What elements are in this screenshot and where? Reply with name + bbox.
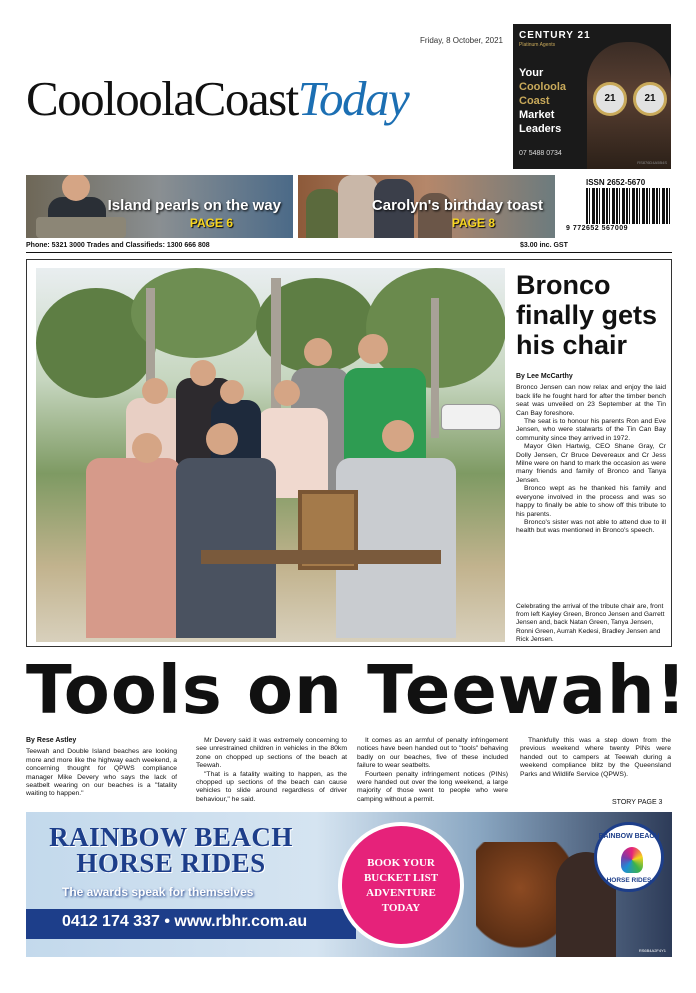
person-head	[132, 433, 162, 463]
story-column-2	[196, 737, 347, 804]
person-head	[382, 420, 414, 452]
person-head	[358, 334, 388, 364]
story-column-1	[26, 737, 177, 799]
lead-byline: By Lee McCarthy	[516, 373, 573, 380]
story-paragraph: It comes as an armful of penalty infringement notices have been handed out to "tools" behaving badly on our beaches, five of these included failure to wear seatbelts.	[357, 737, 508, 770]
c21-tag-1: Your	[519, 67, 544, 79]
timber-bench	[201, 550, 441, 564]
masthead-coast: CooloolaCoast	[26, 71, 298, 126]
person-head	[206, 423, 238, 455]
story-paragraph: Thankfully this was a step down from the previous weekend where twenty PINs were handed out to campers at Teewah during a weekend compliance blitz by the Queensland Parks and Wildlife Service (QPWS).	[520, 737, 671, 778]
story-paragraph: Fourteen penalty infringement notices (PINs) were handed out over the long weekend, a large majority of those went to people who were camping without a permit.	[357, 770, 508, 803]
issn-barcode	[566, 178, 671, 238]
issue-date: Friday, 8 October, 2021	[420, 36, 504, 45]
book-now-badge[interactable]	[338, 822, 464, 948]
story-column-4	[520, 737, 671, 779]
c21-phone: 07 5488 0734	[519, 150, 562, 157]
logo-bottom-text: HORSE RIDES	[606, 877, 652, 884]
badge-line3: ADVENTURE	[366, 887, 436, 899]
sunglasses-lens-right: 21	[633, 82, 667, 116]
main-headline: Tools on Teewah!	[26, 651, 688, 729]
lead-story-photo	[36, 268, 505, 642]
c21-ref: RS876D4A5B4S	[637, 160, 667, 165]
rainbow-horse-icon	[621, 847, 643, 873]
lead-paragraph: The seat is to honour his parents Ron and Eve Jensen, who were stalwarts of the Tin Can Bay community since they arrived in 1972.	[516, 418, 666, 442]
promo-page: PAGE 6	[189, 216, 233, 230]
story-paragraph: Mr Devery said it was extremely concerning to see unrestrained children in vehicles in the 80km zone on chopped up sections of the beach at Teewah.	[196, 737, 347, 770]
sunglasses-lens-left: 21	[593, 82, 627, 116]
c21-brand: CENTURY 21	[519, 30, 591, 41]
promo-person	[306, 189, 342, 238]
person-head	[190, 360, 216, 386]
c21-tag-5: Leaders	[519, 123, 562, 135]
rbhr-contact[interactable]: 0412 174 337 • www.rbhr.com.au	[62, 913, 308, 930]
issn-label: ISSN 2652-5670	[586, 178, 646, 187]
parked-car	[441, 404, 501, 430]
promo-title: Island pearls on the way	[107, 197, 281, 214]
story-paragraph: "That is a fatality waiting to happen, as the chopped up sections of the beach can cause vehicles to slide around regardless of driver behaviour," he said.	[196, 770, 347, 803]
rbhr-title	[46, 824, 296, 876]
divider	[26, 252, 672, 253]
promo-title: Carolyn's birthday toast	[371, 197, 543, 214]
century21-ad[interactable]	[513, 24, 671, 169]
masthead	[26, 70, 408, 127]
lead-paragraph: Bronco's sister was not able to attend due to ill health but was mentioned in Bronco's speech.	[516, 518, 666, 535]
main-byline: By Rese Astley	[26, 737, 77, 744]
promo-carolyn-birthday[interactable]	[298, 175, 555, 238]
person-head	[304, 338, 332, 366]
c21-tag-2: Cooloola	[519, 81, 567, 93]
person-head	[142, 378, 168, 404]
photo-caption: Celebrating the arrival of the tribute chair are, front from left Kayley Green, Bronco Jensen and Garrett Jensen and, back Natan Green, Tanya Jensen, Ronni Green, Aurrah Kedesi, Bradley Jensen and Rick Jensen.	[516, 603, 665, 643]
rbhr-logo	[594, 822, 664, 892]
promo-page: PAGE 8	[451, 216, 495, 230]
person	[86, 458, 181, 638]
c21-subtitle: Platinum Agents	[519, 42, 556, 48]
person-head	[220, 380, 244, 404]
trunk	[431, 298, 439, 438]
lead-paragraph: Mayor Glen Hartwig, CEO Shane Gray, Cr Dolly Jensen, Cr Bruce Devereaux and Cr Jess Milne were on hand to mark the occasion as were many friends and family of Bronco and Tanya Jensen.	[516, 443, 666, 484]
rbhr-title-line1: RAINBOW BEACH	[49, 822, 293, 852]
lead-story-body	[516, 373, 666, 536]
c21-tag-3: Coast	[519, 95, 550, 107]
c21-tag-4: Market	[519, 109, 555, 121]
story-column-3	[357, 737, 508, 804]
cover-price: $3.00 inc. GST	[520, 242, 568, 249]
rbhr-title-line2: HORSE RIDES	[76, 848, 266, 878]
story-continued-link[interactable]: STORY PAGE 3	[612, 799, 663, 806]
rbhr-tagline: The awards speak for themselves	[62, 885, 254, 899]
rbhr-ref: RS6B4A2F4Y1	[638, 948, 666, 953]
person-head	[274, 380, 300, 406]
lead-headline: Bronco finally gets his chair	[516, 270, 658, 360]
barcode-digits: 9 772652 567009	[566, 225, 628, 232]
badge-line4: TODAY	[381, 902, 421, 914]
barcode-bars	[586, 188, 671, 224]
badge-line2: BUCKET LIST	[363, 872, 439, 884]
badge-line1: BOOK YOUR	[367, 857, 435, 869]
story-paragraph: Teewah and Double Island beaches are looking more and more like the highway each weekend, a concerning thought for QPWS compliance manager Mike Devery who says the lack of seatbelt wearing on our beaches is a "fatality waiting to happen."	[26, 748, 177, 798]
c21-tagline	[519, 66, 566, 136]
rainbow-beach-horse-rides-ad[interactable]	[26, 812, 672, 957]
promo-island-pearls[interactable]	[26, 175, 293, 238]
lead-paragraph: Bronco wept as he thanked his family and everyone involved in the process and was so happy to finally be able to show off this tribute to his parents.	[516, 485, 666, 518]
pearl-shells	[36, 217, 126, 238]
contact-line: Phone: 5321 3000 Trades and Classifieds: 1300 666 808	[26, 242, 210, 249]
lead-paragraph: Bronco Jensen can now relax and enjoy the laid back life he fought hard for after the timber bench seat was unveiled on 23 September at the Tin Can Bay foreshore.	[516, 384, 666, 417]
masthead-today: Today	[297, 71, 409, 126]
person	[176, 458, 276, 638]
logo-top-text: RAINBOW BEACH	[598, 833, 660, 840]
